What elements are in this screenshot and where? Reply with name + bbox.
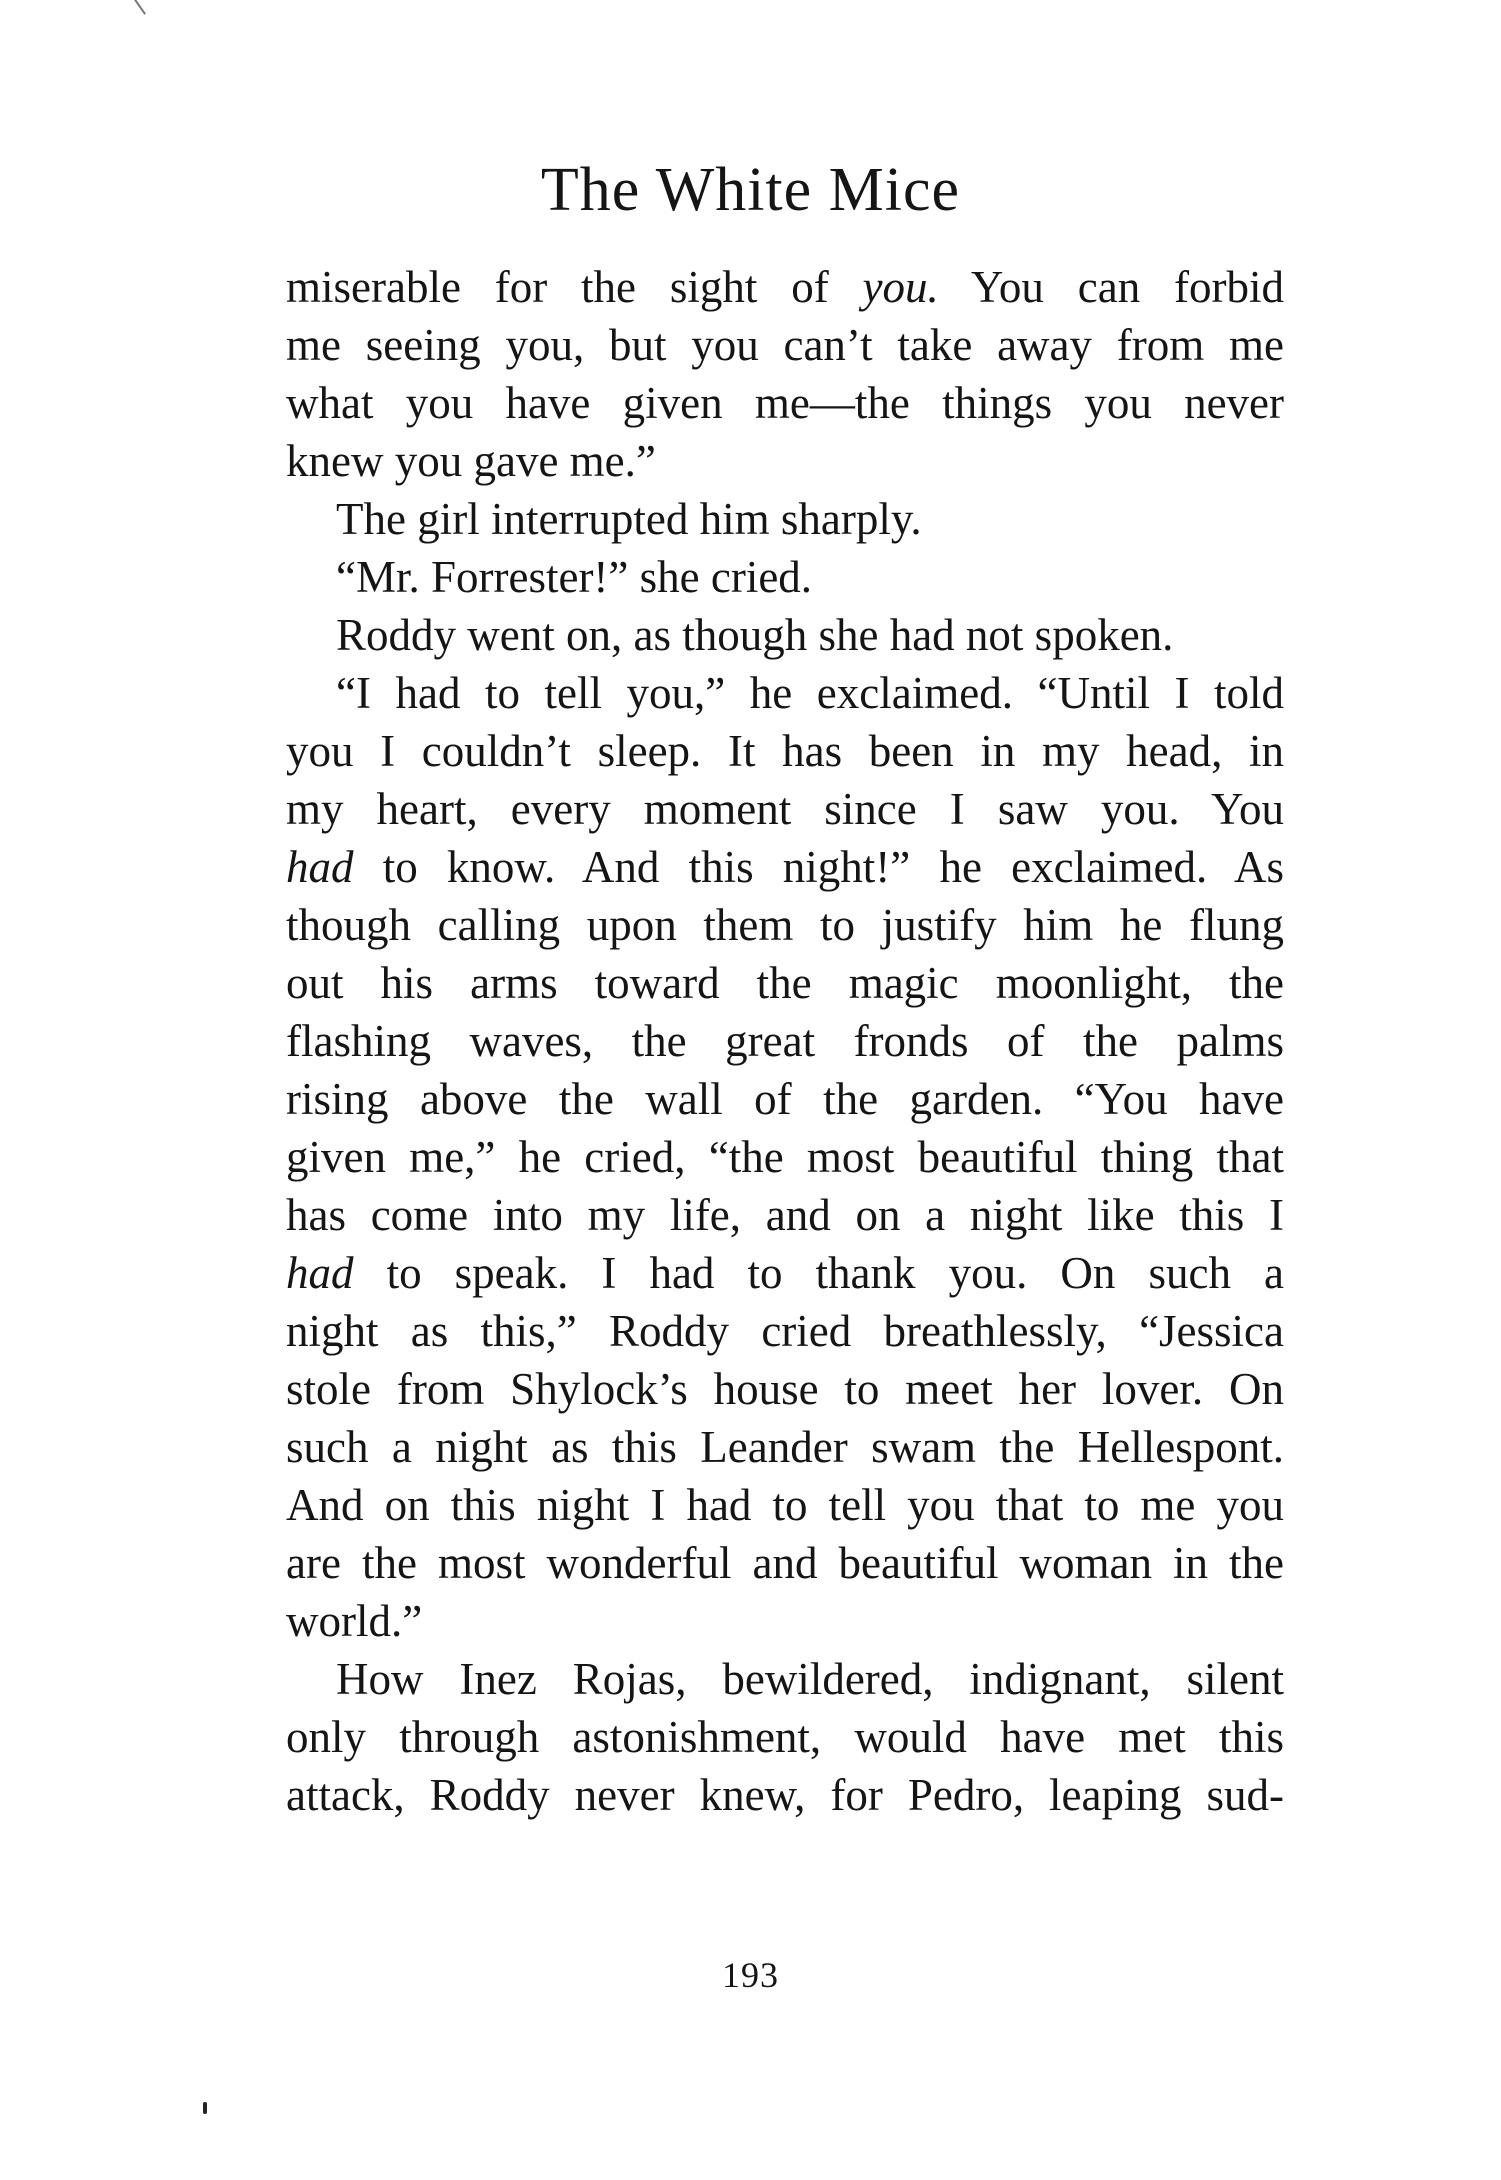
text-line <box>286 1650 1284 1708</box>
text-line <box>286 1534 1284 1592</box>
text-line <box>286 548 1284 606</box>
text-line <box>286 1476 1284 1534</box>
text-line-pre: such a night as this Leander swam the Hellespont. <box>286 1422 1284 1472</box>
text-line-pre: “Mr. Forrester!” she cried. <box>336 552 813 602</box>
text-line-post: You can forbid <box>938 262 1284 312</box>
text-line <box>286 606 1284 664</box>
text-line <box>286 490 1284 548</box>
text-line <box>286 722 1284 780</box>
text-line <box>286 432 1284 490</box>
text-line <box>286 1012 1284 1070</box>
scan-speck <box>203 2102 207 2114</box>
text-line-pre: though calling upon them to justify him he flung <box>286 900 1284 950</box>
text-line-pre: my heart, every moment since I saw you. You <box>286 784 1284 834</box>
text-line <box>286 374 1284 432</box>
text-line-pre: How Inez Rojas, bewildered, indignant, silent <box>336 1654 1284 1704</box>
body-text <box>286 258 1284 1824</box>
text-line-pre: knew you gave me.” <box>286 436 656 486</box>
text-line-pre: “I had to tell you,” he exclaimed. “Until I told <box>336 668 1284 718</box>
text-line-pre: are the most wonderful and beautiful woman in the <box>286 1538 1284 1588</box>
text-line-pre: The girl interrupted him sharply. <box>336 494 922 544</box>
text-line-italic: you. <box>862 262 939 312</box>
text-line <box>286 896 1284 954</box>
text-line <box>286 1186 1284 1244</box>
text-line-pre: given me,” he cried, “the most beautiful thing that <box>286 1132 1284 1182</box>
scan-mark <box>134 0 146 15</box>
text-line-pre: has come into my life, and on a night like this I <box>286 1190 1284 1240</box>
text-line <box>286 1418 1284 1476</box>
text-line <box>286 780 1284 838</box>
text-line-post: to speak. I had to thank you. On such a <box>353 1248 1284 1298</box>
text-line <box>286 316 1284 374</box>
text-line-italic: had <box>286 1248 354 1298</box>
text-line <box>286 838 1284 896</box>
text-line-pre: miserable for the sight of <box>286 262 863 312</box>
text-line <box>286 954 1284 1012</box>
text-line-italic: had <box>286 842 354 892</box>
text-line-pre: me seeing you, but you can’t take away from me <box>286 320 1284 370</box>
text-line-pre: And on this night I had to tell you that to me you <box>286 1480 1284 1530</box>
text-line <box>286 1766 1284 1824</box>
text-line-post: to know. And this night!” he exclaimed. As <box>353 842 1284 892</box>
text-line <box>286 258 1284 316</box>
text-line-pre: Roddy went on, as though she had not spoken. <box>336 610 1174 660</box>
page-number: 193 <box>722 1955 779 1995</box>
text-line-pre: what you have given me—the things you never <box>286 378 1284 428</box>
text-line <box>286 1244 1284 1302</box>
text-line <box>286 664 1284 722</box>
text-line-pre: out his arms toward the magic moonlight, the <box>286 958 1284 1008</box>
text-line-pre: world.” <box>286 1596 423 1646</box>
text-line <box>286 1128 1284 1186</box>
running-head: The White Mice <box>540 156 961 224</box>
text-line-pre: flashing waves, the great fronds of the palms <box>286 1016 1284 1066</box>
text-line-pre: stole from Shylock’s house to meet her lover. On <box>286 1364 1284 1414</box>
text-line-pre: attack, Roddy never knew, for Pedro, leaping sud- <box>286 1770 1284 1820</box>
text-line <box>286 1302 1284 1360</box>
text-line-pre: rising above the wall of the garden. “You have <box>286 1074 1284 1124</box>
text-line <box>286 1592 1284 1650</box>
text-line-pre: night as this,” Roddy cried breathlessly, “Jessica <box>286 1306 1284 1356</box>
text-line-pre: you I couldn’t sleep. It has been in my head, in <box>286 726 1284 776</box>
text-line <box>286 1070 1284 1128</box>
text-line <box>286 1708 1284 1766</box>
text-line <box>286 1360 1284 1418</box>
text-line-pre: only through astonishment, would have met this <box>286 1712 1284 1762</box>
